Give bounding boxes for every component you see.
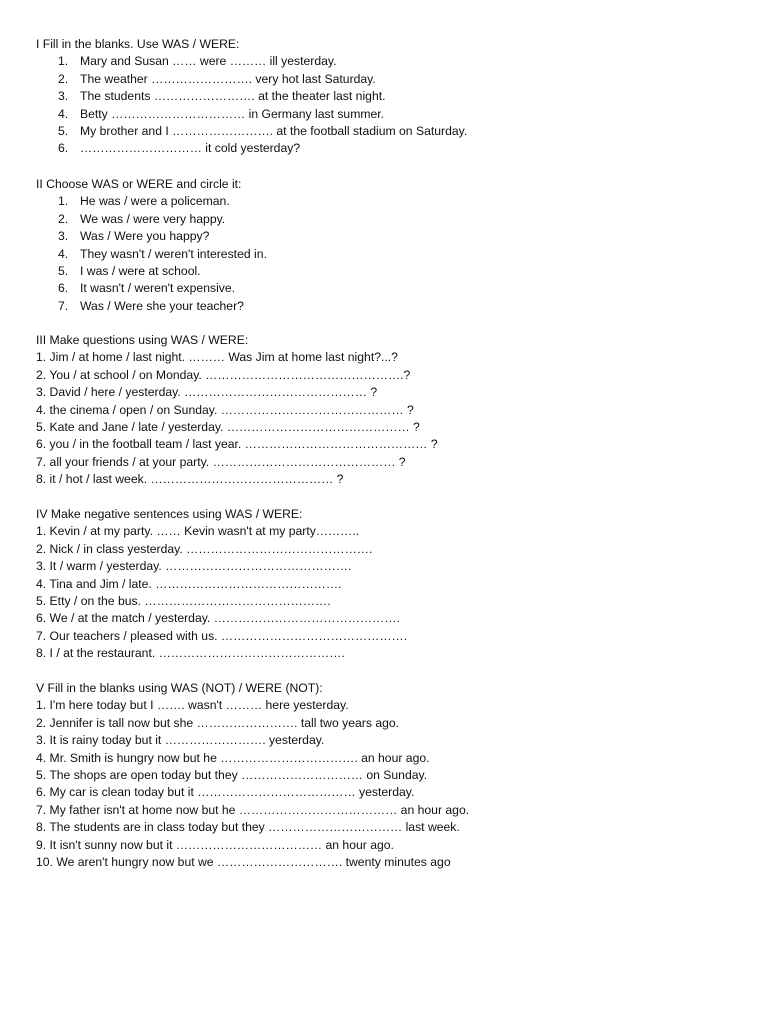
exercise-line: 4. Mr. Smith is hungry now but he ……………………………. an hour ago.	[36, 750, 430, 765]
section-make-questions	[36, 332, 736, 489]
section-heading: II Choose WAS or WERE and circle it:	[36, 177, 242, 191]
section-fill-in-blanks	[36, 36, 736, 158]
exercise-line: 2. Jennifer is tall now but she ……………………. tall two years ago.	[36, 715, 400, 730]
section-heading: IV Make negative sentences using WAS / WERE:	[36, 507, 303, 521]
section-heading: V Fill in the blanks using WAS (NOT) / WERE (NOT):	[36, 681, 323, 695]
section-heading: I Fill in the blanks. Use WAS / WERE:	[36, 37, 240, 51]
section-fill-was-not-were-not	[36, 680, 736, 871]
exercise-line: 3. It is rainy today but it ……………………. yesterday.	[36, 733, 325, 748]
list-item: 3. The students ……………………. at the theater last night.	[58, 89, 386, 104]
list-item: 3. Was / Were you happy?	[58, 229, 210, 244]
exercise-line: 9. It isn't sunny now but it ……………………………… an hour ago.	[36, 837, 394, 852]
exercise-line: 5. Etty / on the bus. ……………………………………….	[36, 593, 331, 608]
section-heading: III Make questions using WAS / WERE:	[36, 333, 249, 347]
exercise-line: 7. My father isn't at home now but he ………………………………… an hour ago.	[36, 802, 470, 817]
exercise-line: 7. all your friends / at your party. ……………………………………… ?	[36, 454, 406, 469]
exercise-line: 2. Nick / in class yesterday. ……………………………………….	[36, 541, 373, 556]
list-item: 7. Was / Were she your teacher?	[58, 298, 244, 313]
exercise-list	[36, 53, 736, 157]
list-item: 4. Betty …………………………… in Germany last summer.	[58, 106, 385, 121]
exercise-line: 5. The shops are open today but they ………………………… on Sunday.	[36, 767, 428, 782]
list-item: 1. Mary and Susan …… were ……… ill yesterday.	[58, 54, 337, 69]
exercise-line: 2. You / at school / on Monday. ………………………………………….?	[36, 367, 411, 382]
exercise-line: 8. The students are in class today but they …………………………… last week.	[36, 820, 460, 835]
exercise-line: 3. David / here / yesterday. ……………………………………… ?	[36, 385, 378, 400]
exercise-line: 10. We aren't hungry now but we …………………………. twenty minutes ago	[36, 854, 451, 869]
exercise-line: 1. Jim / at home / last night. ……… Was Jim at home last night?...?	[36, 350, 398, 365]
exercise-line: 6. We / at the match / yesterday. ……………………………………….	[36, 611, 400, 626]
exercise-line: 3. It / warm / yesterday. ……………………………………….	[36, 559, 352, 574]
section-negative-sentences	[36, 506, 736, 663]
exercise-line: 1. Kevin / at my party. …… Kevin wasn't at my party………..	[36, 524, 360, 539]
exercise-line: 5. Kate and Jane / late / yesterday. ……………………………………… ?	[36, 419, 420, 434]
exercise-line: 8. I / at the restaurant. ……………………………………….	[36, 646, 345, 661]
list-item: 5. I was / were at school.	[58, 263, 201, 278]
exercise-line: 4. Tina and Jim / late. ……………………………………….	[36, 576, 342, 591]
exercise-line: 8. it / hot / last week. ……………………………………… ?	[36, 472, 344, 487]
list-item: 2. We was / were very happy.	[58, 211, 226, 226]
exercise-line: 4. the cinema / open / on Sunday. ……………………………………… ?	[36, 402, 414, 417]
list-item: 6. ………………………… it cold yesterday?	[58, 141, 301, 156]
exercise-line: 7. Our teachers / pleased with us. ……………………………………….	[36, 628, 408, 643]
list-item: 5. My brother and I ……………………. at the football stadium on Saturday.	[58, 123, 468, 138]
exercise-line: 6. you / in the football team / last year. ……………………………………… ?	[36, 437, 438, 452]
exercise-line: 6. My car is clean today but it ………………………………… yesterday.	[36, 785, 415, 800]
exercise-line: 1. I'm here today but I ……. wasn't ……… here yesterday.	[36, 698, 349, 713]
section-choose-was-were	[36, 176, 736, 315]
list-item: 1. He was / were a policeman.	[58, 194, 230, 209]
list-item: 6. It wasn't / weren't expensive.	[58, 281, 236, 296]
exercise-list	[36, 193, 736, 315]
list-item: 2. The weather ……………………. very hot last Saturday.	[58, 71, 376, 86]
list-item: 4. They wasn't / weren't interested in.	[58, 246, 267, 261]
